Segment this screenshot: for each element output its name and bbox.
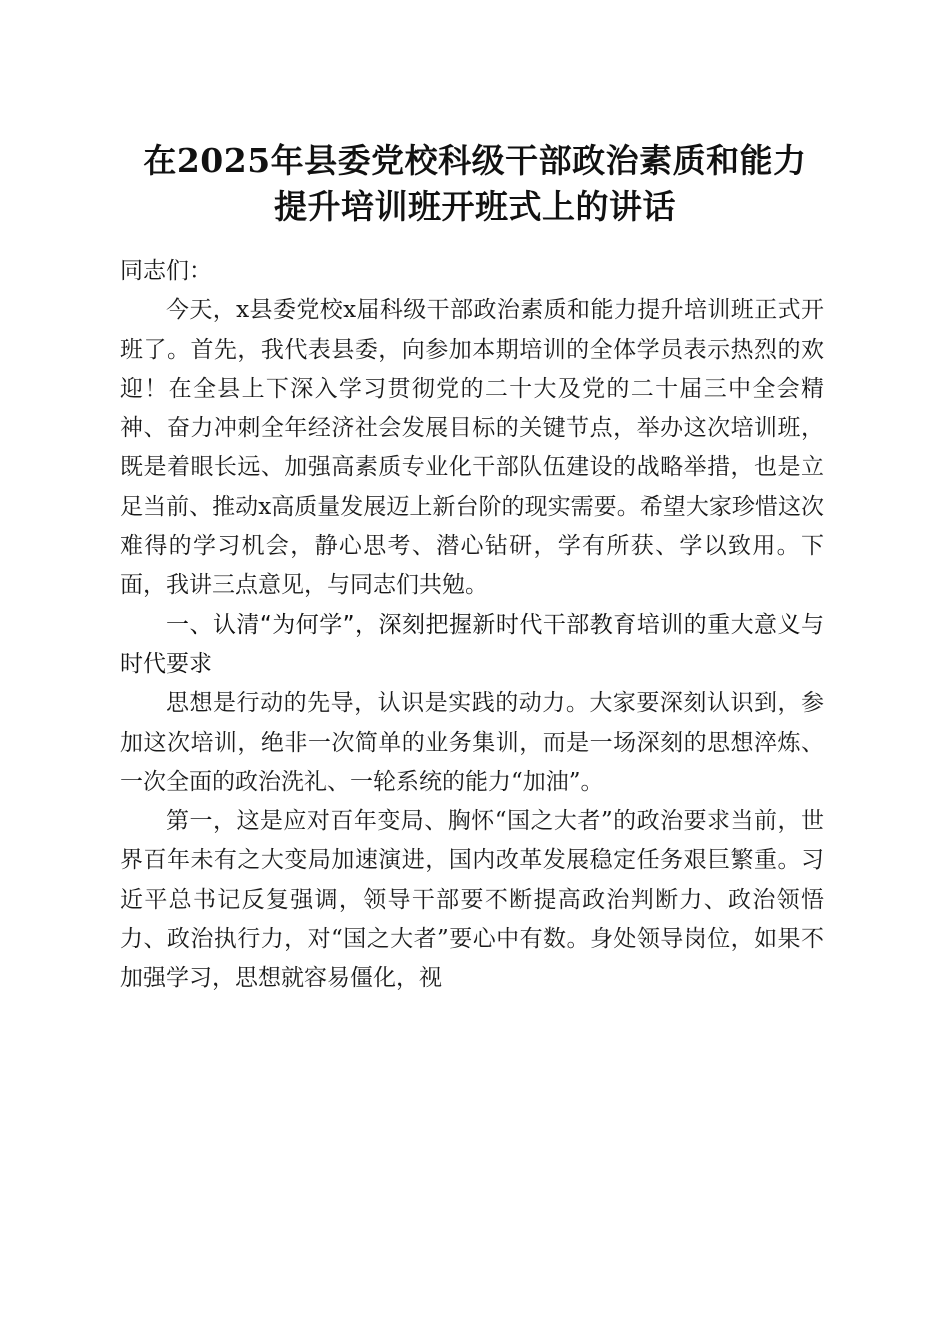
- title-line-1: 在2025年县委党校科级干部政治素质和能力: [143, 141, 807, 180]
- paragraph-first: 第一，这是应对百年变局、胸怀“国之大者”的政治要求当前，世界百年未有之大变局加速演进，国内改革发展稳定任务艰巨繁重。习近平总书记反复强调，领导干部要不断提高政治判断力、政治领悟力、政治执行力，对“国之大者”要心中有数。身处领导岗位，如果不加强学习，思想就容易僵化，视: [120, 808, 824, 992]
- title-line-2: 提升培训班开班式上的讲话: [274, 187, 676, 226]
- section-heading-1: 一、认清“为何学”，深刻把握新时代干部教育培训的重大意义与时代要求: [120, 611, 824, 677]
- document-title: [110, 138, 840, 230]
- greeting: 同志们：: [120, 258, 212, 284]
- document-body: [120, 252, 824, 999]
- paragraph-thought: 思想是行动的先导，认识是实践的动力。大家要深刻认识到，参加这次培训，绝非一次简单的业务集训，而是一场深刻的思想淬炼、一次全面的政治洗礼、一轮系统的能力“加油”。: [120, 690, 824, 795]
- paragraph-intro: 今天，x县委党校x届科级干部政治素质和能力提升培训班正式开班了。首先，我代表县委，向参加本期培训的全体学员表示热烈的欢迎！在全县上下深入学习贯彻党的二十大及党的二十届三中全会精神、奋力冲刺全年经济社会发展目标的关键节点，举办这次培训班，既是着眼长远、加强高素质专业化干部队伍建设的战略举措，也是立足当前、推动x高质量发展迈上新台阶的现实需要。希望大家珍惜这次难得的学习机会，静心思考、潜心钻研，学有所获、学以致用。下面，我讲三点意见，与同志们共勉。: [120, 297, 824, 599]
